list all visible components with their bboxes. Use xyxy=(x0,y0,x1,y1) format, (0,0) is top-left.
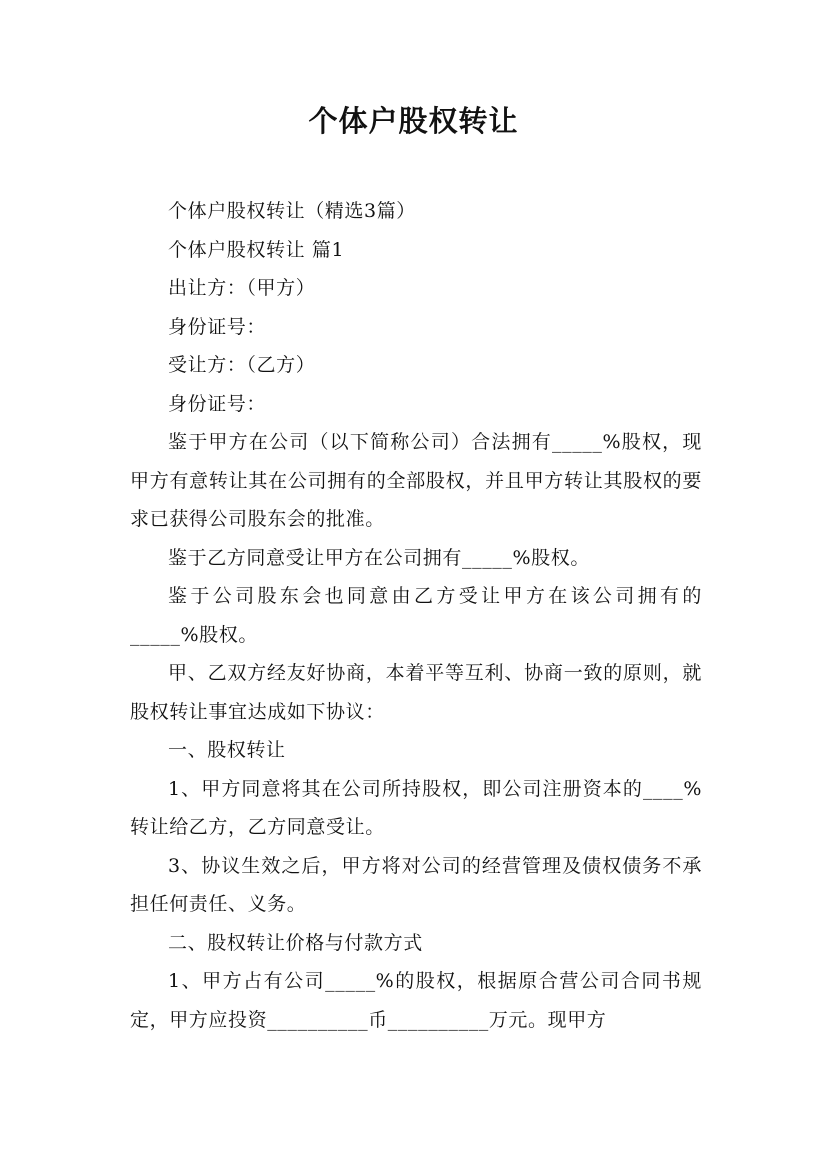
document-body xyxy=(130,192,702,1039)
paragraph-transferor-id: 身份证号： xyxy=(168,315,267,338)
paragraph-recital-2: 鉴于乙方同意受让甲方在公司拥有_____%股权。 xyxy=(168,546,590,569)
paragraph-clause-2-1: 1、甲方占有公司_____%的股权，根据原合营公司合同书规定，甲方应投资__________币__________万元。现甲方 xyxy=(130,970,702,1031)
paragraph-clause-1-3: 3、协议生效之后，甲方将对公司的经营管理及债权债务不承担任何责任、义务。 xyxy=(130,854,702,915)
paragraph-recital-3: 鉴于公司股东会也同意由乙方受让甲方在该公司拥有的_____%股权。 xyxy=(130,585,702,646)
paragraph-transferee-id: 身份证号： xyxy=(168,392,267,415)
paragraph-clause-1-1: 1、甲方同意将其在公司所持股权，即公司注册资本的____%转让给乙方，乙方同意受让。 xyxy=(130,777,702,838)
paragraph-subtitle: 个体户股权转让（精选3篇） xyxy=(168,200,416,222)
paragraph-transferor: 出让方：（甲方） xyxy=(168,277,316,299)
paragraph-agreement-intro: 甲、乙双方经友好协商，本着平等互利、协商一致的原则，就股权转让事宜达成如下协议： xyxy=(130,662,702,723)
paragraph-section-2-heading: 二、股权转让价格与付款方式 xyxy=(168,931,423,954)
paragraph-section-1-heading: 一、股权转让 xyxy=(168,739,286,761)
paragraph-transferee: 受让方：（乙方） xyxy=(168,354,316,376)
paragraph-section-heading: 个体户股权转让 篇1 xyxy=(168,238,345,261)
document-title: 个体户股权转让 xyxy=(308,104,519,138)
paragraph-recital-1: 鉴于甲方在公司（以下简称公司）合法拥有_____%股权，现甲方有意转让其在公司拥有的全部股权，并且甲方转让其股权的要求已获得公司股东会的批准。 xyxy=(130,431,702,530)
